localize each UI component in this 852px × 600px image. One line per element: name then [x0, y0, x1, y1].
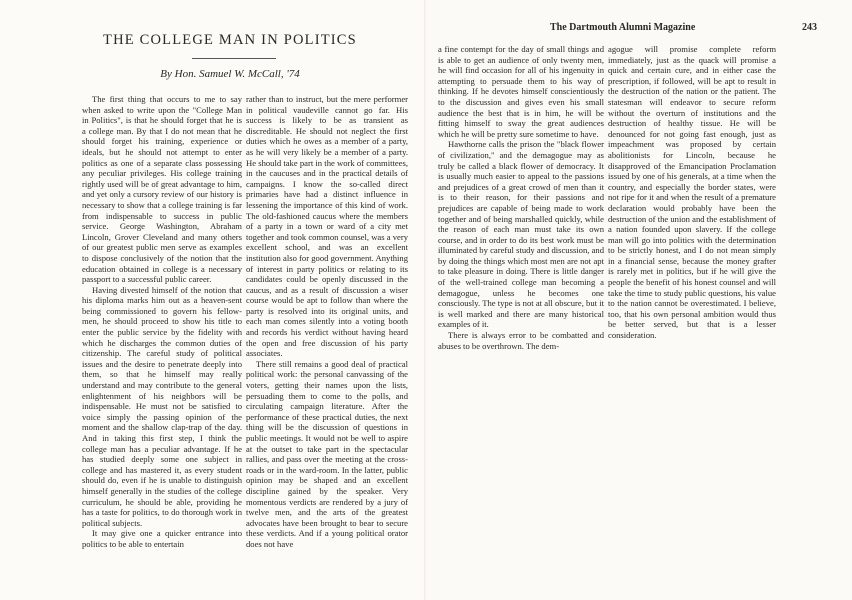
paragraph: The first thing that occurs to me to say when asked to write upon the "College Man in Politics", is that he should forget that he is a college man. By that I do not mean that he should forget his training, experience or ideals, but he should not attempt to enter politics as one of a separate class possessing any peculiar privileges. His college training rightly used will be of great advantage to him, and yet only a cursory review of our history is necessary to show that a college training is far from indispensable to success in public service. George Washington, Abraham Lincoln, Grover Cleveland and many others of our greatest public men serve as examples to dispose conclusively of the notion that the education obtained in college is a necessary passport to a successful public career. — [82, 94, 242, 285]
left-column-1 — [82, 94, 242, 550]
byline: By Hon. Samuel W. McCall, '74 — [160, 68, 300, 80]
article-title: THE COLLEGE MAN IN POLITICS — [103, 32, 357, 48]
right-column-1 — [438, 44, 604, 351]
paragraph: Hawthorne calls the prison the "black flower of civilization," and the demagogue may as truly be called a black flower of democracy. It is usually much easier to appeal to the passions and prejudices of a great crowd of men than it is to their reason, for their passions and prejudices are capable of being made to work together and of being marshalled quickly, while the reason of each man must take its own course, and in order to do its best work must be illuminated by careful study and discussion, and by doing the things which most men are not apt to take pleasure in doing. There is little danger of the well-trained college man becoming a demagogue, unless he becomes one consciously. The type is not at all obscure, but it is well marked and there are many historical examples of it. — [438, 139, 604, 330]
right-column-2 — [608, 44, 776, 341]
paragraph: It may give one a quicker entrance into politics to be able to entertain — [82, 528, 242, 549]
page-number: 243 — [802, 22, 817, 33]
running-head: The Dartmouth Alumni Magazine — [550, 22, 696, 33]
title-divider — [192, 58, 276, 59]
paragraph: agogue will promise complete reform immediately, just as the quack will promise a quick and certain cure, and in either case the prescription, if followed, will be apt to result in the destruction of the nation or the patient. The statesman will endeavor to secure reform without the overturn of institutions and the destruction of healthy tissue. He will be denounced for not going fast enough, just as impeachment was proposed by certain abolitionists for Lincoln, because he disapproved of the Emancipation Proclamation issued by one of his generals, at a time when the country, and especially the border states, were not ripe for it and when the result of a premature declaration would probably have been the destruction of the union and the establishment of a nation founded upon slavery. If the college man will go into politics with the determination to be strictly honest, and I do not mean simply in a financial sense, because the money grafter is rarely met in politics, but if he will give the people the benefit of his honest counsel and will take the time to study public questions, his value to the nation cannot be overestimated. I believe, too, that his own personal ambition would thus be better served, but that is a lesser consideration. — [608, 44, 776, 341]
paragraph: rather than to instruct, but the mere performer in political vaudeville cannot go far. His success is likely to be as transient as discreditable. He should not neglect the first duties which he owes as a member of a party, as he will very likely be a member of a party. He should take part in the work of committees, in the caucuses and in the practical details of campaigns. I know the so-called direct primaries have had a distinct influence in lessening the importance of this kind of work. The old-fashioned caucus where the members of a party in a town or ward of a city met together and took common counsel, was a very excellent school, and was an excellent institution also for good government. Anything of interest in party politics or relating to its candidates could be openly discussed in the caucus, and as a result of discussion a wiser course would be apt to follow than where the party is resolved into its original units, and each man comes silently into a voting booth and records his verdict without having heard the open and free discussion of his party associates. — [246, 94, 408, 359]
left-column-2 — [246, 94, 408, 550]
paragraph: Having divested himself of the notion that his diploma marks him out as a heaven-sent being commissioned to govern his fellow-men, he should proceed to show his title to enter the public service by the fidelity with which he discharges the common duties of citizenship. The careful study of political issues and the desire to penetrate deeply into them, so that he himself may really understand and may contribute to the general enlightenment of his neighbors will be indispensable. He must not be satisfied to voice simply the passing opinion of the moment and the shallow clap-trap of the day. And in taking this first step, I think the college man has a peculiar advantage. If he has studied deeply some one subject in college and has mastered it, as every student should do, even if he is unable to distinguish himself generally in the studies of the college curriculum, he should be able, providing he has a taste for politics, to do thorough work in political subjects. — [82, 284, 242, 528]
paragraph: There is always error to be combatted and abuses to be overthrown. The dem- — [438, 330, 604, 351]
paragraph: There still remains a good deal of practical political work: the personal canvassing of the voters, getting their names upon the lists, persuading them to come to the polls, and circulating campaign literature. After the performance of these practical duties, the next thing will be the discussion of questions in public meetings. It would not be well to aspire at the outset to take part in the spectacular rallies, and pass over the meeting at the cross-roads or in the ward-room. In the latter, public opinion may be shaped and an excellent discipline gained by the speaker. Very momentous verdicts are rendered by a jury of twelve men, and the arts of the greatest advocates have been brought to bear to secure these verdicts. And if a young political orator does not have — [246, 358, 408, 549]
paragraph: a fine contempt for the day of small things and is able to get an audience of only twenty men, he will find occasion for all of his ingenuity in attempting to persuade them to his way of thinking. If he devotes himself conscientiously to the discussion and gives even his small audience the best that is in him, he will be fitting himself to sway the great audiences which he will be pretty sure sometime to have. — [438, 44, 604, 139]
